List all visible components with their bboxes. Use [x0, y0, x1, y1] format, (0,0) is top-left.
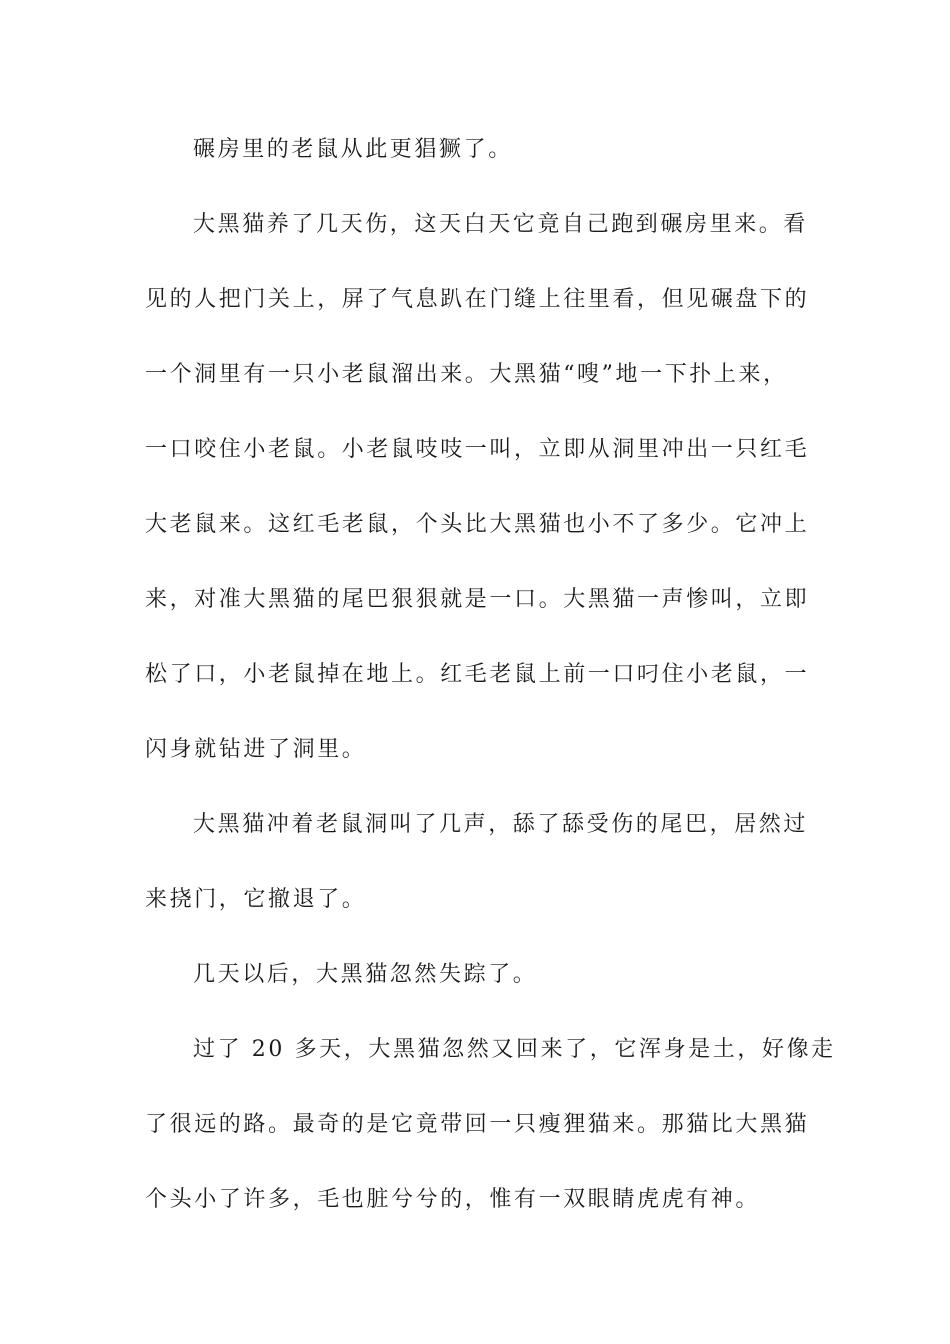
- text-line: 碾房里的老鼠从此更猖獗了。: [193, 137, 513, 162]
- text-line: 个头小了许多，毛也脏兮兮的，惟有一双眼睛虎虎有神。: [145, 1187, 761, 1212]
- text-line: 一个洞里有一只小老鼠溜出来。大黑猫“嗖”地一下扑上来，: [145, 362, 788, 387]
- text-line: 来，对准大黑猫的尾巴狠狠就是一口。大黑猫一声惨叫，立即: [145, 587, 810, 612]
- text-line: 闪身就钻进了洞里。: [145, 737, 367, 762]
- text-line: 来挠门，它撤退了。: [145, 887, 367, 912]
- text-line: 大老鼠来。这红毛老鼠，个头比大黑猫也小不了多少。它冲上: [145, 512, 810, 537]
- body-text: [145, 128, 836, 1253]
- text-line: 大黑猫养了几天伤，这天白天它竟自己跑到碾房里来。看: [193, 212, 809, 237]
- text-line: 过了 20 多天，大黑猫忽然又回来了，它浑身是土，好像走: [193, 1037, 836, 1062]
- text-line: 见的人把门关上，屏了气息趴在门缝上往里看，但见碾盘下的: [145, 287, 810, 312]
- text-line: 几天以后，大黑猫忽然失踪了。: [193, 962, 538, 987]
- text-line: 了很远的路。最奇的是它竟带回一只瘦狸猫来。那猫比大黑猫: [145, 1112, 810, 1137]
- text-line: 一口咬住小老鼠。小老鼠吱吱一叫，立即从洞里冲出一只红毛: [145, 437, 810, 462]
- text-line: 大黑猫冲着老鼠洞叫了几声，舔了舔受伤的尾巴，居然过: [193, 812, 809, 837]
- text-line: 松了口，小老鼠掉在地上。红毛老鼠上前一口叼住小老鼠，一: [145, 662, 810, 687]
